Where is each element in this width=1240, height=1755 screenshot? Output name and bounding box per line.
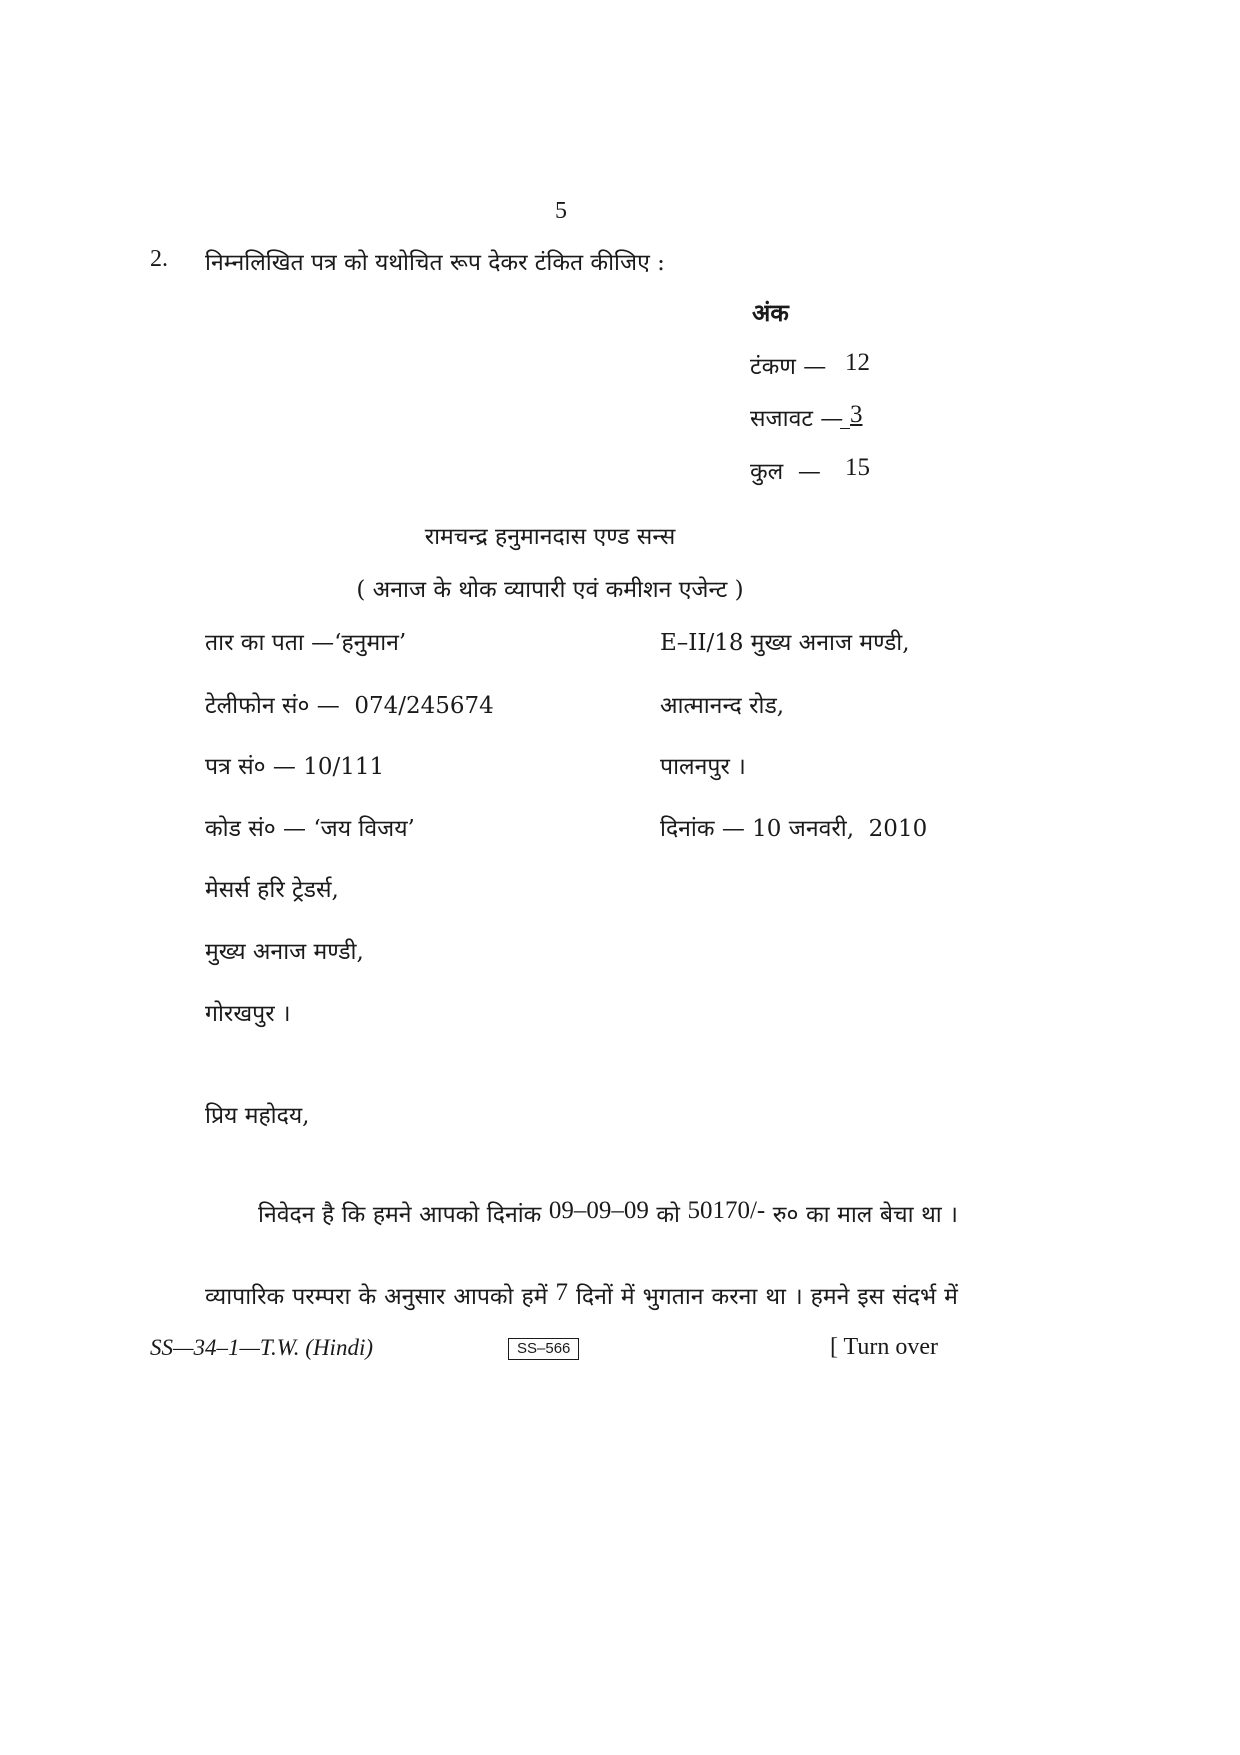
body-word: दिनों (575, 1284, 613, 1310)
body-word: 09–09–09 (548, 1197, 649, 1224)
body-word: कि (341, 1202, 366, 1228)
typing-marks-value: 12 (845, 349, 870, 376)
page-number: 5 (555, 198, 567, 224)
total-marks-label: कुल — (750, 459, 821, 485)
recipient-line3: गोरखपुर । (205, 1001, 291, 1027)
marks-heading: अंक (752, 298, 789, 327)
body-word: इस (857, 1284, 885, 1310)
body-word: । (949, 1202, 958, 1228)
body-word: रु० (772, 1202, 799, 1228)
body-word: निवेदन (258, 1202, 315, 1228)
body-word: हमने (810, 1284, 850, 1310)
body-word: । (793, 1284, 803, 1310)
body-word: माल (837, 1202, 873, 1228)
body-word: व्यापारिक (205, 1284, 285, 1310)
code-number: कोड सं० — ‘जय विजय’ (205, 816, 415, 842)
body-word: आपको (453, 1284, 514, 1310)
body-word: संदर्भ (892, 1284, 937, 1310)
body-word: को (656, 1202, 680, 1228)
box-code: SS–566 (508, 1338, 579, 1360)
body-word: हमने (372, 1202, 412, 1228)
body-word: है (322, 1202, 335, 1228)
telephone-number: टेलीफोन सं० — 074/245674 (205, 693, 494, 719)
display-marks-label: सजावट — (750, 406, 844, 432)
body-word: 50170/- (687, 1197, 766, 1224)
body-word: के (358, 1284, 377, 1310)
body-word: परम्परा (292, 1284, 351, 1310)
body-word: आपको (419, 1202, 480, 1228)
telegram-address: तार का पता —‘हनुमान’ (205, 630, 407, 656)
body-word: बेचा (879, 1202, 914, 1228)
sender-address-line2: आत्मानन्द रोड, (660, 693, 785, 719)
recipient-line1: मेसर्स हरि ट्रेडर्स, (205, 877, 339, 903)
body-word: भुगतान (642, 1284, 704, 1310)
company-name: रामचन्द्र हनुमानदास एण्ड सन्स (424, 524, 676, 550)
body-line-2 (205, 1279, 958, 1311)
display-marks-number: 3 (850, 401, 863, 428)
body-word: का (805, 1202, 830, 1228)
question-number: 2. (150, 246, 168, 272)
body-word: अनुसार (384, 1284, 446, 1310)
body-word: में (620, 1284, 635, 1310)
body-word: 7 (555, 1279, 568, 1306)
letter-number: पत्र सं० — 10/111 (205, 754, 385, 780)
question-instruction: निम्नलिखित पत्र को यथोचित रूप देकर टंकित कीजिए : (205, 250, 665, 276)
body-word: था (921, 1202, 942, 1228)
typing-marks-label: टंकण — (750, 354, 827, 380)
salutation: प्रिय महोदय, (205, 1103, 310, 1129)
body-word: दिनांक (486, 1202, 542, 1228)
total-marks-value: 15 (845, 454, 870, 481)
company-tagline: ( अनाज के थोक व्यापारी एवं कमीशन एजेन्ट ) (356, 577, 744, 603)
turn-over: [ Turn over (830, 1334, 939, 1360)
paper-code: SS—34–1—T.W. (Hindi) (150, 1335, 373, 1360)
body-word: हमें (521, 1284, 548, 1310)
body-line-1 (258, 1197, 958, 1229)
sender-city: पालनपुर । (660, 754, 746, 780)
display-marks-value (840, 401, 863, 429)
body-word: था (765, 1284, 786, 1310)
body-word: में (944, 1284, 958, 1310)
body-word: करना (711, 1284, 758, 1310)
recipient-line2: मुख्य अनाज मण्डी, (205, 939, 364, 965)
letter-date: दिनांक — 10 जनवरी, 2010 (660, 816, 928, 842)
sender-address-line1: E–II/18 मुख्य अनाज मण्डी, (660, 630, 910, 656)
